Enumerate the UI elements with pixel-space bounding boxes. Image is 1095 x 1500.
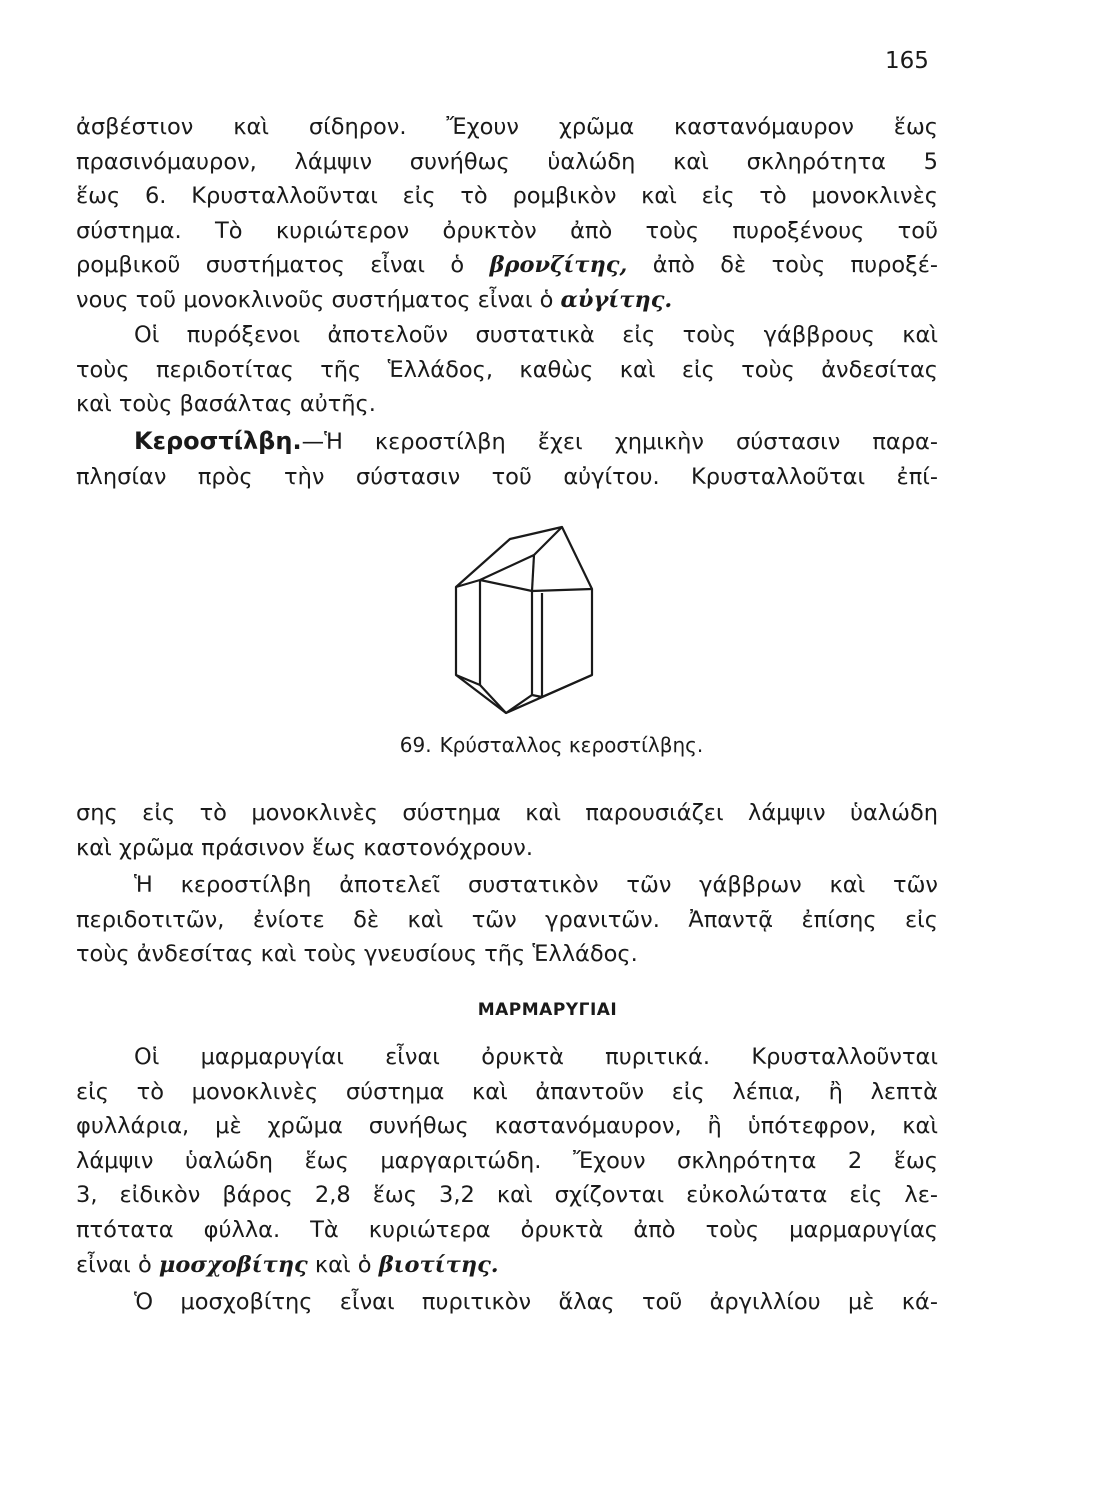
page-number: 165 — [885, 48, 929, 74]
text-line: τοὺς ἀνδεσίτας καὶ τοὺς γνευσίους τῆς Ἑλλάδος. — [76, 941, 638, 968]
text-line — [76, 248, 938, 283]
text-line: Ἡ κεροστίλβη ἀποτελεῖ συστατικὸν τῶν γάββρων καὶ τῶν — [134, 872, 938, 898]
text-fragment: καὶ ὁ — [307, 1251, 379, 1278]
mineral-name: μοσχοβίτης — [158, 1251, 308, 1278]
hornblende-crystal-figure — [450, 525, 600, 720]
text-line: πλησίαν πρὸς τὴν σύστασιν τοῦ αὐγίτου. Κρυσταλλοῦται ἐπί- — [76, 463, 938, 490]
text-line: 3, εἰδικὸν βάρος 2,8 ἕως 3,2 καὶ σχίζονται εὐκολώτατα εἰς λε- — [76, 1182, 938, 1209]
text-fragment: —Ἡ κεροστίλβη ἔχει χημικὴν σύστασιν παρα- — [301, 429, 938, 455]
mineral-name: βιοτίτης. — [378, 1251, 499, 1278]
text-line: λάμψιν ὑαλώδη ἕως μαργαριτώδη. Ἔχουν σκληρότητα 2 ἕως — [76, 1147, 938, 1174]
text-line — [76, 283, 938, 318]
text-line — [76, 1248, 938, 1283]
text-line: σης εἰς τὸ μονοκλινὲς σύστημα καὶ παρουσιάζει λάμψιν ὑαλώδη — [76, 800, 938, 826]
section-heading-hornblende: Κεροστίλβη. — [134, 427, 302, 455]
text-fragment: νους τοῦ μονοκλινοῦς συστήματος εἶναι ὁ — [76, 286, 561, 313]
text-line: καὶ χρῶμα πράσινον ἕως καστονόχρουν. — [76, 834, 534, 861]
text-line: Οἱ μαρμαρυγίαι εἶναι ὀρυκτὰ πυριτικά. Κρυσταλλοῦνται — [134, 1044, 938, 1070]
text-line: περιδοτιτῶν, ἐνίοτε δὲ καὶ τῶν γρανιτῶν. Ἀπαντᾷ ἐπίσης εἰς — [76, 906, 938, 933]
text-line: Ὁ μοσχοβίτης εἶναι πυριτικὸν ἅλας τοῦ ἀργιλλίου μὲ κά- — [134, 1289, 938, 1315]
text-line: ἀσβέστιον καὶ σίδηρον. Ἔχουν χρῶμα καστανόμαυρον ἕως — [76, 114, 938, 140]
figure-caption-text: Κρύσταλλος κεροστίλβης. — [439, 733, 704, 757]
text-line: ἕως 6. Κρυσταλλοῦνται εἰς τὸ ρομβικὸν καὶ εἰς τὸ μονοκλινὲς — [76, 183, 938, 210]
paragraph-hornblende-properties — [76, 796, 938, 865]
paragraph-pyroxene-occurrence — [76, 318, 938, 422]
text-line: σύστημα. Τὸ κυριώτερον ὀρυκτὸν ἀπὸ τοὺς πυροξένους τοῦ — [76, 217, 938, 244]
paragraph-hornblende — [76, 424, 938, 494]
text-line: πρασινόμαυρον, λάμψιν συνήθως ὑαλώδη καὶ σκληρότητα 5 — [76, 148, 938, 175]
paragraph-pyroxenes — [76, 110, 938, 318]
section-title-micas: ΜΑΡΜΑΡΥΓΙΑΙ — [477, 1000, 618, 1020]
paragraph-muscovite — [76, 1285, 938, 1320]
text-line — [76, 424, 938, 460]
text-line: Οἱ πυρόξενοι ἀποτελοῦν συστατικὰ εἰς τοὺς γάββρους καὶ — [134, 322, 938, 348]
text-fragment: εἶναι ὁ — [76, 1251, 159, 1278]
figure-caption — [0, 733, 1095, 757]
text-line: φυλλάρια, μὲ χρῶμα συνήθως καστανόμαυρον, ἢ ὑπότεφρον, καὶ — [76, 1113, 938, 1140]
mineral-name: αὐγίτης. — [560, 286, 673, 313]
paragraph-hornblende-occurrence — [76, 868, 938, 972]
figure-number: 69. — [399, 733, 432, 757]
mineral-name: βρονζίτης, — [489, 252, 628, 279]
text-fragment: ἀπὸ δὲ τοὺς πυροξέ- — [627, 252, 938, 279]
text-line: πτότατα φύλλα. Τὰ κυριώτερα ὀρυκτὰ ἀπὸ τοὺς μαρμαρυγίας — [76, 1216, 938, 1243]
text-line: τοὺς περιδοτίτας τῆς Ἑλλάδος, καθὼς καὶ εἰς τοὺς ἀνδεσίτας — [76, 356, 938, 383]
text-fragment: ρομβικοῦ συστήματος εἶναι ὁ — [76, 252, 490, 279]
text-line: εἰς τὸ μονοκλινὲς σύστημα καὶ ἀπαντοῦν εἰς λέπια, ἢ λεπτὰ — [76, 1078, 938, 1105]
paragraph-micas — [76, 1040, 938, 1282]
text-line: καὶ τοὺς βασάλτας αὐτῆς. — [76, 391, 376, 418]
